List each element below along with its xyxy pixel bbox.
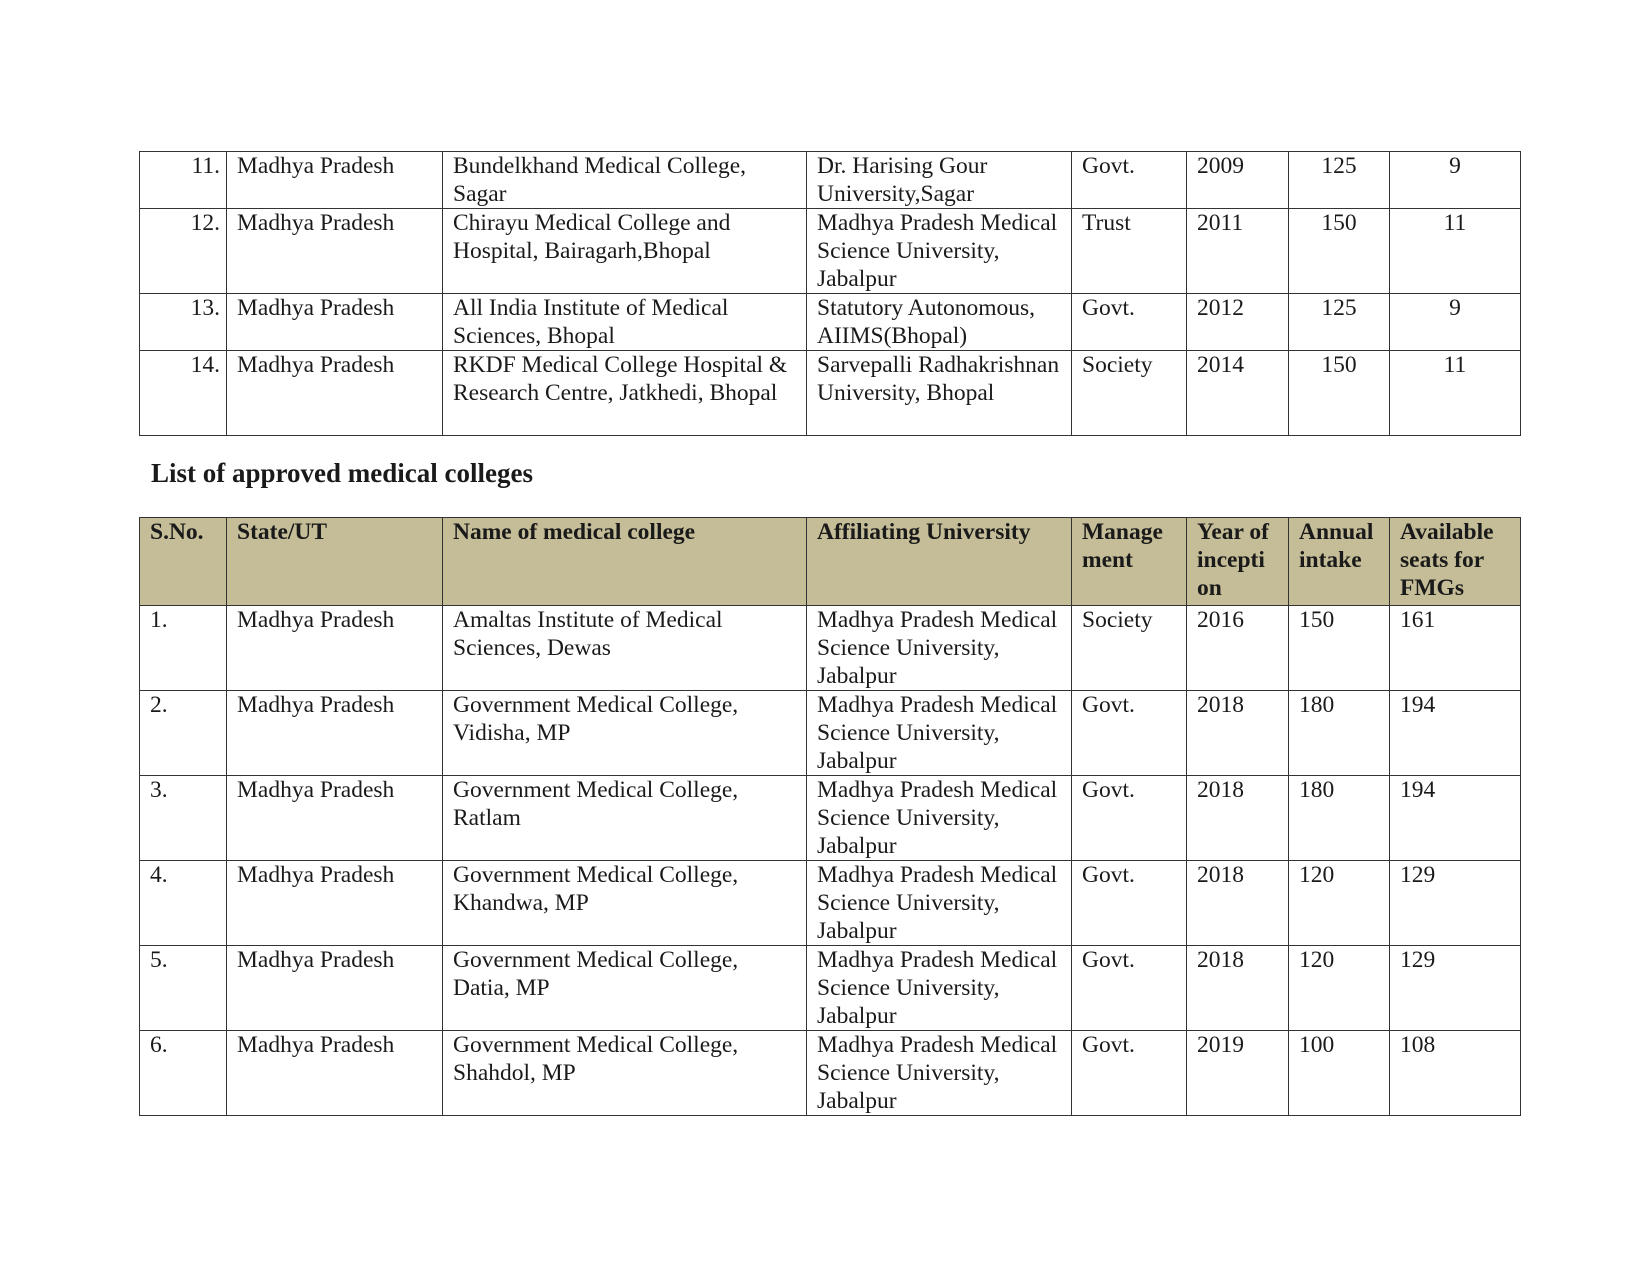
college-name-cell: Amaltas Institute of Medical Sciences, Dewas: [443, 606, 807, 691]
year-cell: 2014: [1187, 351, 1289, 436]
state-cell: Madhya Pradesh: [227, 691, 443, 776]
sno-cell: 13.: [140, 294, 227, 351]
year-cell: 2019: [1187, 1031, 1289, 1116]
header-state: State/UT: [227, 518, 443, 606]
management-cell: Govt.: [1072, 691, 1187, 776]
management-cell: Society: [1072, 606, 1187, 691]
college-name-cell: All India Institute of Medical Sciences, Bhopal: [443, 294, 807, 351]
table-row: [140, 606, 1521, 691]
management-cell: Govt.: [1072, 946, 1187, 1031]
sno-cell: 11.: [140, 152, 227, 209]
seats-cell: 161: [1390, 606, 1521, 691]
year-cell: 2018: [1187, 946, 1289, 1031]
sno-cell: 3.: [140, 776, 227, 861]
university-cell: Statutory Autonomous, AIIMS(Bhopal): [807, 294, 1072, 351]
header-university: Affiliating University: [807, 518, 1072, 606]
intake-cell: 100: [1289, 1031, 1390, 1116]
management-cell: Govt.: [1072, 776, 1187, 861]
seats-cell: 11: [1390, 209, 1521, 294]
intake-cell: 125: [1289, 152, 1390, 209]
college-name-cell: Chirayu Medical College and Hospital, Bairagarh,Bhopal: [443, 209, 807, 294]
management-cell: Govt.: [1072, 1031, 1187, 1116]
sno-cell: 2.: [140, 691, 227, 776]
college-name-cell: Government Medical College, Vidisha, MP: [443, 691, 807, 776]
management-cell: Govt.: [1072, 294, 1187, 351]
university-cell: Madhya Pradesh Medical Science University, Jabalpur: [807, 606, 1072, 691]
intake-cell: 150: [1289, 606, 1390, 691]
year-cell: 2018: [1187, 776, 1289, 861]
section-heading: List of approved medical colleges: [151, 458, 533, 488]
seats-cell: 108: [1390, 1031, 1521, 1116]
year-cell: 2011: [1187, 209, 1289, 294]
table-row: [140, 691, 1521, 776]
header-intake: Annual intake: [1289, 518, 1390, 606]
university-cell: Madhya Pradesh Medical Science University, Jabalpur: [807, 861, 1072, 946]
seats-cell: 9: [1390, 152, 1521, 209]
university-cell: Madhya Pradesh Medical Science University, Jabalpur: [807, 691, 1072, 776]
header-seats: Available seats for FMGs: [1390, 518, 1521, 606]
intake-cell: 150: [1289, 209, 1390, 294]
state-cell: Madhya Pradesh: [227, 606, 443, 691]
sno-cell: 12.: [140, 209, 227, 294]
header-year: Year of incepti on: [1187, 518, 1289, 606]
management-cell: Govt.: [1072, 152, 1187, 209]
year-cell: 2018: [1187, 861, 1289, 946]
seats-cell: 9: [1390, 294, 1521, 351]
table-row: [140, 1031, 1521, 1116]
intake-cell: 180: [1289, 691, 1390, 776]
college-name-cell: Government Medical College, Datia, MP: [443, 946, 807, 1031]
table-row: [140, 776, 1521, 861]
state-cell: Madhya Pradesh: [227, 209, 443, 294]
state-cell: Madhya Pradesh: [227, 946, 443, 1031]
year-cell: 2012: [1187, 294, 1289, 351]
state-cell: Madhya Pradesh: [227, 152, 443, 209]
table-row: [140, 351, 1521, 436]
header-sno: S.No.: [140, 518, 227, 606]
year-cell: 2009: [1187, 152, 1289, 209]
state-cell: Madhya Pradesh: [227, 776, 443, 861]
university-cell: Madhya Pradesh Medical Science University, Jabalpur: [807, 209, 1072, 294]
college-name-cell: Government Medical College, Khandwa, MP: [443, 861, 807, 946]
college-name-cell: RKDF Medical College Hospital & Research Centre, Jatkhedi, Bhopal: [443, 351, 807, 436]
college-name-cell: Government Medical College, Ratlam: [443, 776, 807, 861]
university-cell: Madhya Pradesh Medical Science University, Jabalpur: [807, 1031, 1072, 1116]
approved-colleges-table: [139, 517, 1521, 1116]
university-cell: Madhya Pradesh Medical Science University, Jabalpur: [807, 776, 1072, 861]
sno-cell: 6.: [140, 1031, 227, 1116]
year-cell: 2018: [1187, 691, 1289, 776]
university-cell: Dr. Harising Gour University,Sagar: [807, 152, 1072, 209]
state-cell: Madhya Pradesh: [227, 294, 443, 351]
sno-cell: 4.: [140, 861, 227, 946]
intake-cell: 120: [1289, 861, 1390, 946]
state-cell: Madhya Pradesh: [227, 351, 443, 436]
table-header-row: [140, 518, 1521, 606]
table-row: [140, 152, 1521, 209]
college-name-cell: Bundelkhand Medical College, Sagar: [443, 152, 807, 209]
intake-cell: 125: [1289, 294, 1390, 351]
table-row: [140, 861, 1521, 946]
state-cell: Madhya Pradesh: [227, 861, 443, 946]
intake-cell: 120: [1289, 946, 1390, 1031]
seats-cell: 129: [1390, 861, 1521, 946]
seats-cell: 194: [1390, 776, 1521, 861]
year-cell: 2016: [1187, 606, 1289, 691]
table-row: [140, 209, 1521, 294]
university-cell: Sarvepalli Radhakrishnan University, Bhopal: [807, 351, 1072, 436]
management-cell: Society: [1072, 351, 1187, 436]
state-cell: Madhya Pradesh: [227, 1031, 443, 1116]
management-cell: Govt.: [1072, 861, 1187, 946]
management-cell: Trust: [1072, 209, 1187, 294]
seats-cell: 129: [1390, 946, 1521, 1031]
seats-cell: 194: [1390, 691, 1521, 776]
table-row: [140, 294, 1521, 351]
college-name-cell: Government Medical College, Shahdol, MP: [443, 1031, 807, 1116]
sno-cell: 5.: [140, 946, 227, 1031]
sno-cell: 14.: [140, 351, 227, 436]
intake-cell: 180: [1289, 776, 1390, 861]
sno-cell: 1.: [140, 606, 227, 691]
seats-cell: 11: [1390, 351, 1521, 436]
table-row: [140, 946, 1521, 1031]
university-cell: Madhya Pradesh Medical Science University, Jabalpur: [807, 946, 1072, 1031]
header-college-name: Name of medical college: [443, 518, 807, 606]
continued-colleges-table: [139, 151, 1521, 436]
header-management: Manage ment: [1072, 518, 1187, 606]
intake-cell: 150: [1289, 351, 1390, 436]
